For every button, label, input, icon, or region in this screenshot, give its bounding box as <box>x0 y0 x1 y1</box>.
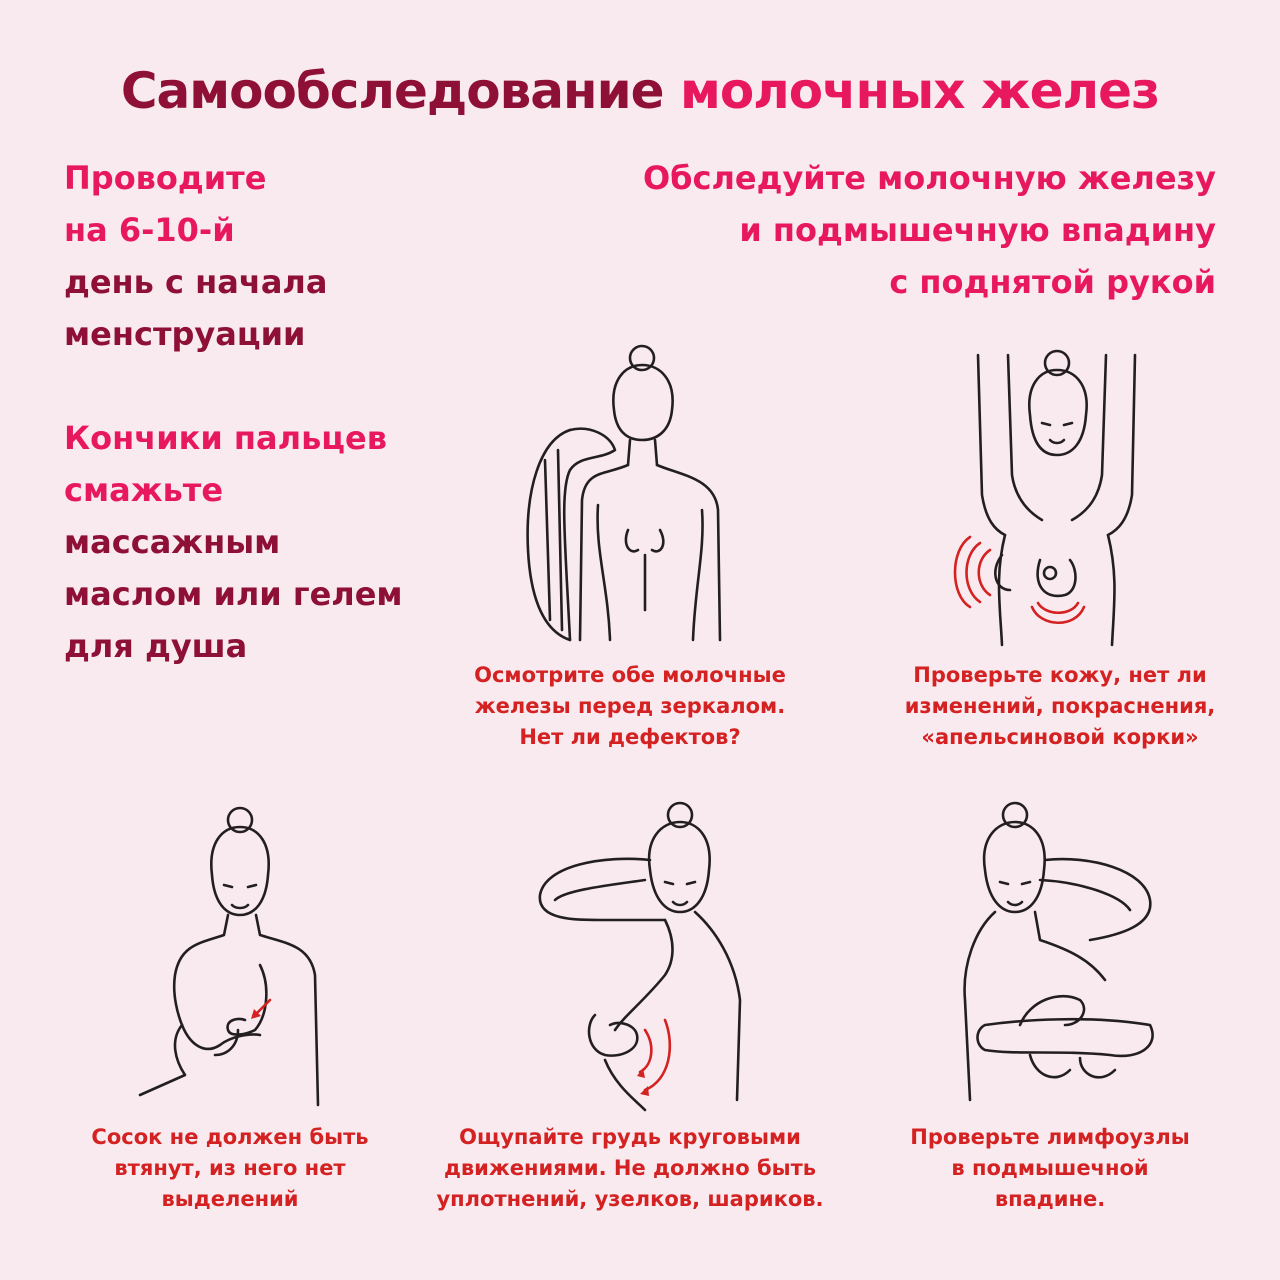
caption-line: Сосок не должен быть <box>91 1125 369 1149</box>
figure-arms-raised <box>950 345 1160 645</box>
right-text-line: и подмышечную впадину <box>739 211 1216 249</box>
caption-line: Осмотрите обе молочные <box>474 663 786 687</box>
left-text-line: Кончики пальцев <box>64 419 387 457</box>
caption-step-1 <box>430 660 830 753</box>
figure-nipple-check <box>120 805 330 1110</box>
caption-line: движениями. Не должно быть <box>443 1156 817 1180</box>
caption-line: Проверьте кожу, нет ли <box>913 663 1207 687</box>
figure-mirror-view <box>510 340 750 650</box>
caption-line: Нет ли дефектов? <box>519 725 741 749</box>
caption-line: «апельсиновой корки» <box>921 725 1199 749</box>
caption-line: втянут, из него нет <box>114 1156 346 1180</box>
caption-line: выделений <box>161 1187 299 1211</box>
caption-line: изменений, покраснения, <box>904 694 1216 718</box>
spacer <box>64 360 484 412</box>
caption-line: Проверьте лимфоузлы <box>910 1125 1190 1149</box>
caption-step-2 <box>860 660 1260 753</box>
caption-line: уплотнений, узелков, шариков. <box>436 1187 824 1211</box>
figure-circular-palpation <box>525 800 755 1110</box>
figure-lymph-nodes <box>940 800 1170 1110</box>
title-part1: Самообследование <box>120 62 664 120</box>
left-text-line: маслом или гелем <box>64 575 403 613</box>
right-instructions <box>576 152 1216 308</box>
left-text-line: массажным <box>64 523 281 561</box>
right-text-line: Обследуйте молочную железу <box>642 159 1216 197</box>
left-text-line: менструации <box>64 315 306 353</box>
left-text-line: на 6-10-й <box>64 211 235 249</box>
left-text-line: для душа <box>64 627 248 665</box>
left-instructions <box>64 152 484 672</box>
right-text-line: с поднятой рукой <box>889 263 1216 301</box>
caption-line: Ощупайте грудь круговыми <box>459 1125 801 1149</box>
caption-line: впадине. <box>994 1187 1106 1211</box>
left-text-line: Проводите <box>64 159 267 197</box>
left-text-line: смажьте <box>64 471 224 509</box>
caption-step-3 <box>30 1122 430 1215</box>
title-part2: молочных желез <box>679 62 1160 120</box>
left-text-line: день с начала <box>64 263 328 301</box>
caption-step-5 <box>850 1122 1250 1215</box>
caption-step-4 <box>420 1122 840 1215</box>
page-title <box>0 62 1280 120</box>
caption-line: в подмышечной <box>951 1156 1149 1180</box>
caption-line: железы перед зеркалом. <box>474 694 786 718</box>
